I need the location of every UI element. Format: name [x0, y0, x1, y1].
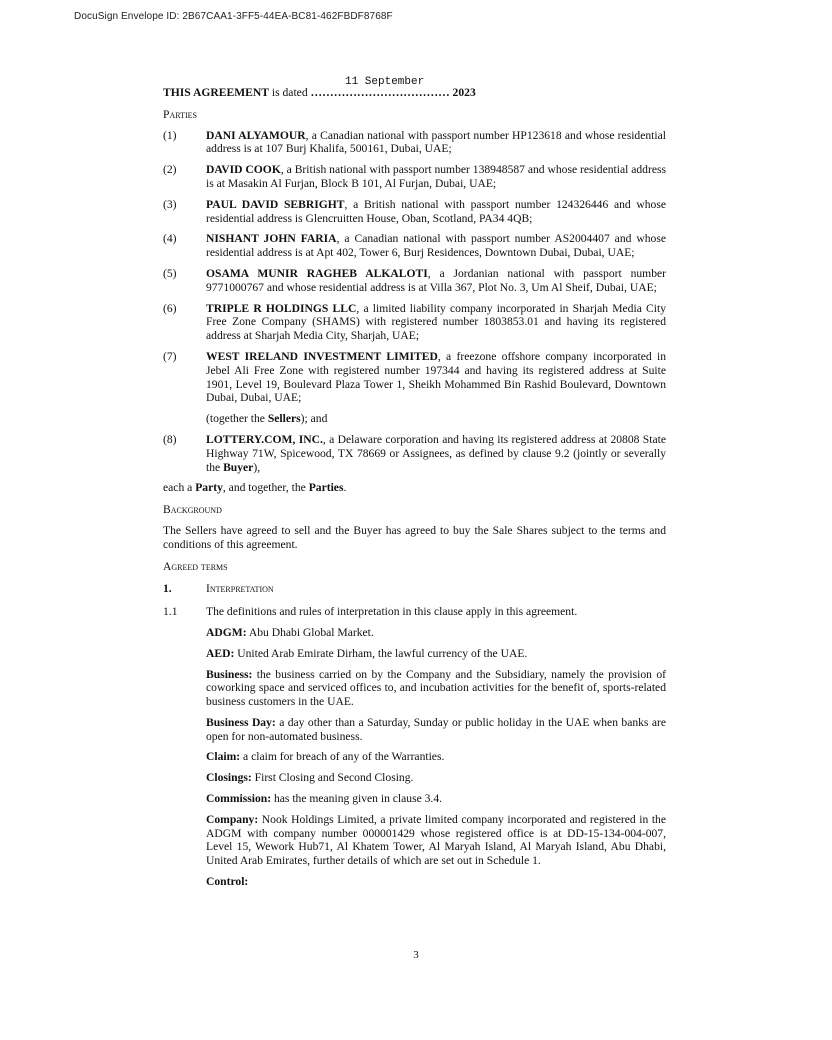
clause-1-1 — [163, 605, 666, 619]
party-details: , a British national with passport number 124326446 and whose residential address is Glencruitten House, Oban, Scotland, PA34 4QB; — [206, 197, 667, 225]
party-number: (6) — [163, 301, 177, 315]
date-fill-text: 11 September — [345, 76, 425, 88]
party-term: Party — [195, 481, 223, 495]
parties-term: Parties — [308, 481, 344, 495]
definition-term: AED: — [206, 646, 235, 660]
definition-term: Commission: — [206, 792, 272, 806]
agreement-date-line — [163, 76, 666, 100]
party-name: DANI ALYAMOUR — [206, 128, 306, 142]
party-item — [163, 163, 666, 191]
party-number: (2) — [163, 163, 177, 177]
definition-text: a claim for breach of any of the Warranties. — [240, 750, 445, 764]
agreement-year: 2023 — [449, 86, 476, 99]
definition-text: United Arab Emirate Dirham, the lawful currency of the UAE. — [234, 646, 528, 660]
party-item — [163, 198, 666, 226]
definition-item — [206, 626, 666, 640]
definition-term: Claim: — [206, 750, 241, 764]
each-party-sentence — [163, 481, 666, 495]
buyer-details: , a Delaware corporation and having its registered address at 20808 State Highway 71W, Spicewood, TX 78669 or Assignees, as defined by clause 9.2 (jointly or severally the — [206, 432, 666, 474]
party-item — [163, 129, 666, 157]
together-post: ); and — [300, 412, 328, 426]
section-number: 1. — [163, 582, 172, 596]
party-item — [163, 350, 666, 405]
definition-text: First Closing and Second Closing. — [251, 771, 414, 785]
party-number: (8) — [163, 432, 177, 446]
definition-term: Closings: — [206, 771, 252, 785]
definition-term: ADGM: — [206, 625, 247, 639]
party-number: (1) — [163, 128, 177, 142]
party-item — [163, 267, 666, 295]
section-interpretation — [163, 582, 666, 596]
definition-text: Abu Dhabi Global Market. — [246, 625, 374, 639]
sellers-term: Sellers — [267, 412, 301, 426]
each-pre: each a — [163, 481, 196, 495]
buyer-term: Buyer — [223, 460, 254, 474]
each-mid: , and together, the — [222, 481, 309, 495]
buyer-party-item — [163, 433, 666, 474]
definitions-list — [163, 626, 666, 889]
party-name: TRIPLE R HOLDINGS LLC — [206, 301, 357, 315]
party-details: , a Canadian national with passport number AS2004407 and whose residential address is at Apt 402, Tower 6, Burj Residences, Downtown Dubai, Dubai, UAE; — [206, 232, 666, 260]
buyer-name: LOTTERY.COM, INC. — [206, 432, 323, 446]
clause-text: The definitions and rules of interpretation in this clause apply in this agreement. — [206, 605, 578, 619]
definition-text: Nook Holdings Limited, a private limited company incorporated and registered in the ADGM with company number 000001429 whose registered office is at DD-15-134-004-007, Level 15, Wework Hub71, Al Khatem Tower, Al Maryah Island, Al Maryah Island, Abu Dhabi, United Arab Emirates, further details of which are set out in Schedule 1. — [206, 812, 666, 868]
background-heading: Background — [163, 503, 222, 517]
definition-text: has the meaning given in clause 3.4. — [271, 792, 443, 806]
party-name: NISHANT JOHN FARIA — [206, 232, 337, 246]
party-details: , a limited liability company incorporated in Sharjah Media City Free Zone Company (SHAMS) with registered number 1803853.01 and having its registered address at Sharjah Media City, Sharjah, UAE; — [206, 301, 666, 343]
parties-list — [163, 129, 666, 406]
section-title: Interpretation — [206, 582, 274, 596]
together-pre: (together the — [206, 412, 268, 426]
definition-item — [206, 668, 666, 709]
party-details: , a freezone offshore company incorporated in Jebel Ali Free Zone with registered number 197344 and having its registered address at Suite 1901, Level 19, Boulevard Plaza Tower 1, Sheikh Mohammed Bin Rashid Boulevard, Downtown Dubai, Dubai, UAE; — [206, 349, 666, 405]
together-sellers — [206, 412, 666, 426]
party-number: (5) — [163, 266, 177, 280]
definition-item — [206, 813, 666, 868]
party-name: WEST IRELAND INVESTMENT LIMITED — [206, 349, 438, 363]
parties-heading: Parties — [163, 107, 197, 121]
party-number: (7) — [163, 349, 177, 363]
docusign-envelope-id: DocuSign Envelope ID: 2B67CAA1-3FF5-44EA-BC81-462FBDF8768F — [74, 11, 393, 22]
agreement-is-dated: is dated — [268, 86, 311, 99]
definition-item — [206, 647, 666, 661]
party-number: (3) — [163, 197, 177, 211]
party-name: PAUL DAVID SEBRIGHT — [206, 197, 345, 211]
agreement-lead: THIS AGREEMENT — [163, 86, 269, 99]
document-page — [163, 78, 666, 889]
background-text: The Sellers have agreed to sell and the Buyer has agreed to buy the Sale Shares subject to the terms and conditions of this agreement. — [163, 523, 666, 551]
definition-item — [206, 792, 666, 806]
date-dots: ……………………………… — [310, 86, 450, 99]
definition-text: the business carried on by the Company and the Subsidiary, namely the provision of coworking space and serviced offices to, and incubation activities for the benefit of, sports-related business customers in the UAE. — [206, 667, 666, 709]
party-item — [163, 302, 666, 343]
definition-item — [206, 750, 666, 764]
definition-text: a day other than a Saturday, Sunday or public holiday in the UAE when banks are open for non-automated business. — [206, 715, 667, 743]
definition-item — [206, 716, 666, 744]
party-details: , a Jordanian national with passport number 9771000767 and whose residential address is at Villa 367, Plot No. 3, Um Al Sheif, Dubai, UAE; — [206, 266, 666, 294]
definition-term: Company: — [206, 812, 259, 826]
each-post: . — [343, 481, 347, 495]
party-item — [163, 232, 666, 260]
buyer-post: ), — [253, 460, 261, 474]
definition-term: Control: — [206, 875, 249, 889]
party-number: (4) — [163, 232, 177, 246]
party-name: DAVID COOK — [206, 163, 281, 177]
agreed-terms-heading: Agreed terms — [163, 559, 228, 573]
definition-item — [206, 875, 666, 889]
clause-number: 1.1 — [163, 605, 178, 619]
page-number: 3 — [413, 949, 419, 961]
definition-term: Business Day: — [206, 715, 276, 729]
party-details: , a Canadian national with passport number HP123618 and whose residential address is at 107 Burj Khalifa, 500161, Dubai, UAE; — [206, 128, 666, 156]
party-details: , a British national with passport number 138948587 and whose residential address is at Masakin Al Furjan, Block B 101, Al Furjan, Dubai, UAE; — [206, 163, 666, 190]
definition-term: Business: — [206, 667, 253, 681]
party-name: OSAMA MUNIR RAGHEB ALKALOTI — [206, 266, 428, 280]
definition-item — [206, 771, 666, 785]
